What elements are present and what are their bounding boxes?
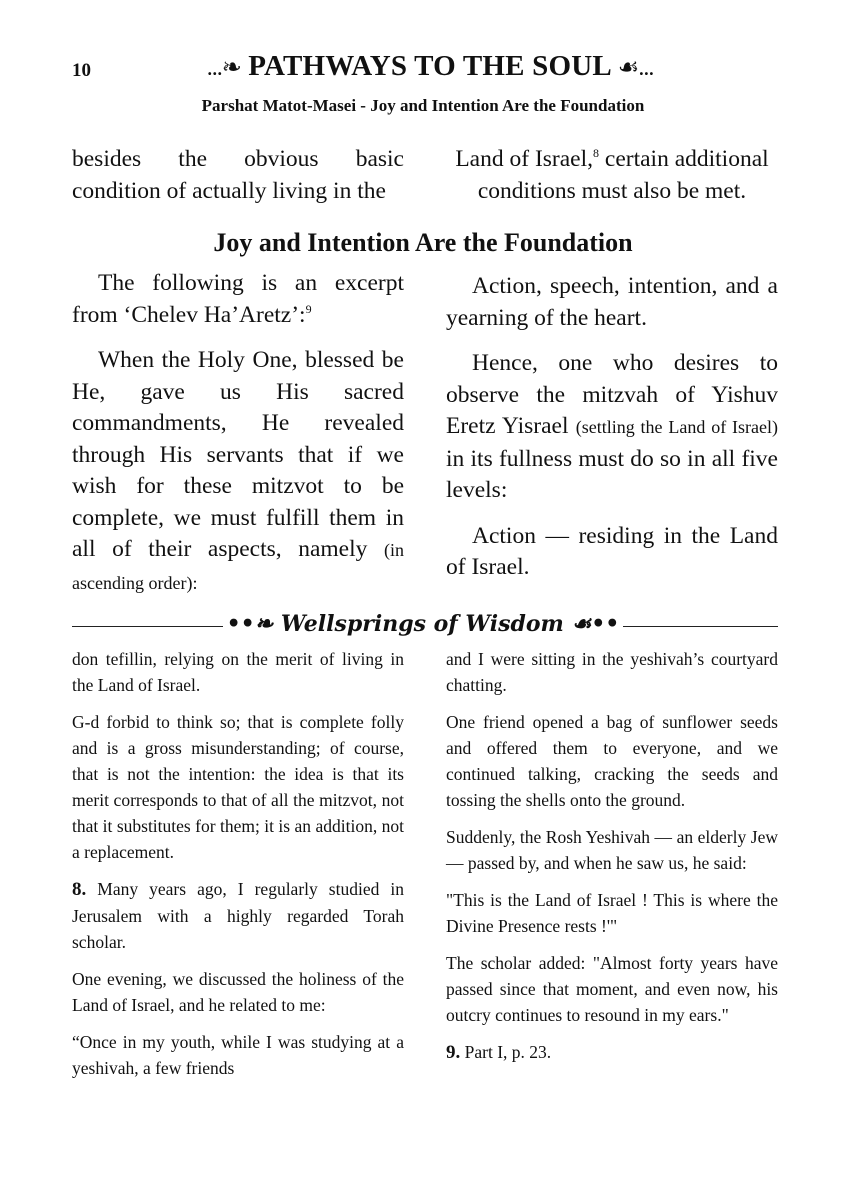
right-ornament-icon: ☙... [617,55,654,81]
running-title [120,50,740,83]
section-heading: Joy and Intention Are the Foundation [213,228,633,257]
divider-title [0,611,846,637]
footnote-ref-9: 9 [305,301,312,316]
observe-paragraph [446,348,778,507]
footnote-left-p2: G-d forbid to think so; that is complete folly and is a gross misunderstanding; of course, that is not the intention: the idea is that its merit corresponds to that of all the mitzvot, not that it substitutes for them; it is an addition, not a replacement. [72,712,404,862]
top-right-text-b: certain additional conditions must also be met. [477,146,769,204]
running-title-text: PATHWAYS TO THE SOUL [248,50,611,82]
footnote-right-p2: One friend opened a bag of sunflower seeds and offered them to everyone, and we continued talking, cracking the seeds and tossing the shells onto the ground. [446,712,778,810]
section-right-column [446,271,778,584]
commandments-text: When the Holy One, blessed be He, gave us His sacred commandments, He revealed through His servants that if we wish for these mitzvot to be complete, we must fulfill them in all of their aspects, namely [72,347,404,562]
top-right-text [446,144,778,207]
observe-text-a: Hence, one who desires to observe the mitzvah of Yishuv Eretz Yisrael [446,350,778,439]
footnote-9-number: 9. [446,1042,461,1063]
top-left-text: besides the obvious basic condition of actually living in the [72,146,404,204]
footnote-left-p4: One evening, we discussed the holiness of the Land of Israel, and he related to me: [72,969,404,1015]
footnotes-left-column [72,646,404,1092]
footnote-ref-8: 8 [593,146,600,161]
top-left-column [72,144,404,207]
footnote-left-p5: “Once in my youth, while I was studying at a yeshivah, a few friends [72,1032,404,1078]
observe-text-b: in its fullness must do so in all five levels: [446,445,778,503]
top-right-column [446,144,778,207]
section-left-column [72,268,404,599]
footnote-9 [446,1039,778,1066]
footnote-8 [72,876,404,955]
commandments-note: (in ascending order): [72,540,404,593]
action-paragraph: Action — residing in the Land of Israel. [446,522,778,580]
footnote-8-number: 8. [72,879,87,900]
observe-note: (settling the Land of Israel) [575,417,778,437]
levels-paragraph: Action, speech, intention, and a yearning of the heart. [446,273,778,331]
footnote-9-text: Part I, p. 23. [460,1042,552,1062]
footnote-right-p5: The scholar added: "Almost forty years have passed since that moment, and even now, his outcry continues to resound in my ears." [446,953,778,1025]
divider-right-ornament-icon: ☙•• [571,611,620,637]
commandments-paragraph [72,345,404,599]
footnote-right-p1: and I were sitting in the yeshivah’s courtyard chatting. [446,649,778,695]
page-number: 10 [72,60,91,81]
footnote-right-p4: "This is the Land of Israel ! This is where the Divine Presence rests !'" [446,890,778,936]
footnote-right-p3: Suddenly, the Rosh Yeshivah — an elderly Jew — passed by, and when he saw us, he said: [446,827,778,873]
left-ornament-icon: ...❧ [206,55,241,81]
divider-label [223,611,624,637]
page-subtitle: Parshat Matot-Masei - Joy and Intention Are the Foundation [201,96,645,115]
top-right-text-a: Land of Israel, [455,146,594,172]
divider-title-text: Wellsprings of Wisdom [280,611,564,637]
footnote-8-text: Many years ago, I regularly studied in Jerusalem with a highly regarded Torah scholar. [72,879,404,952]
excerpt-intro-text: The following is an excerpt from ‘Chelev Ha’Aretz’: [72,270,404,328]
footnotes-right-column [446,646,778,1077]
divider-left-ornament-icon: ••❧ [226,611,274,637]
footnote-left-p1: don tefillin, relying on the merit of living in the Land of Israel. [72,649,404,695]
excerpt-intro [72,268,404,331]
